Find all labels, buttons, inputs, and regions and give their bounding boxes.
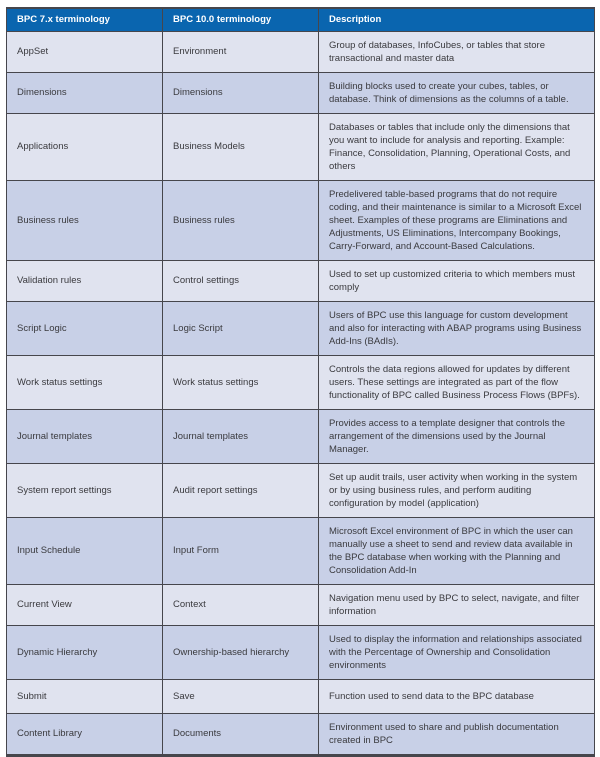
description-cell: Used to display the information and relationships associated with the Percentage of Ownership and Consolidation environments (319, 625, 595, 679)
description-cell: Microsoft Excel environment of BPC in which the user can manually use a sheet to send and review data available in the BPC database when working with the Planning and Consolidation Add-In (319, 517, 595, 584)
bpc7-term-cell: Journal templates (7, 409, 163, 463)
table-head (7, 8, 595, 31)
bpc7-term-cell: Validation rules (7, 260, 163, 301)
description-cell: Environment used to share and publish documentation created in BPC (319, 713, 595, 755)
description-cell: Set up audit trails, user activity when working in the system or by using business rules, and perform auditing configuration by model (application) (319, 463, 595, 517)
bpc7-term-cell: Current View (7, 584, 163, 625)
description-cell: Function used to send data to the BPC database (319, 679, 595, 713)
table-row (7, 463, 595, 517)
bpc7-term-cell: Dynamic Hierarchy (7, 625, 163, 679)
bpc10-term-cell: Save (163, 679, 319, 713)
table-row (7, 301, 595, 355)
table-row (7, 409, 595, 463)
table-row (7, 113, 595, 180)
description-cell: Group of databases, InfoCubes, or tables that store transactional and master data (319, 31, 595, 72)
bpc10-term-cell: Input Form (163, 517, 319, 584)
table-row (7, 72, 595, 113)
description-cell: Navigation menu used by BPC to select, navigate, and filter information (319, 584, 595, 625)
description-cell: Provides access to a template designer that controls the arrangement of the dimensions used by the Journal Manager. (319, 409, 595, 463)
bpc7-term-cell: Applications (7, 113, 163, 180)
bpc10-term-cell: Logic Script (163, 301, 319, 355)
header-bpc10-terminology: BPC 10.0 terminology (163, 8, 319, 31)
table-row (7, 679, 595, 713)
bpc10-term-cell: Ownership-based hierarchy (163, 625, 319, 679)
description-cell: Used to set up customized criteria to which members must comply (319, 260, 595, 301)
bpc7-term-cell: AppSet (7, 31, 163, 72)
bpc7-term-cell: System report settings (7, 463, 163, 517)
bpc7-term-cell: Script Logic (7, 301, 163, 355)
bpc10-term-cell: Work status settings (163, 355, 319, 409)
header-row (7, 8, 595, 31)
bpc7-term-cell: Dimensions (7, 72, 163, 113)
bpc10-term-cell: Business Models (163, 113, 319, 180)
table-body (7, 31, 595, 755)
table-row (7, 584, 595, 625)
description-cell: Users of BPC use this language for custom development and also for interacting with ABAP programs using Business Add-Ins (BAdIs). (319, 301, 595, 355)
bpc10-term-cell: Environment (163, 31, 319, 72)
bpc7-term-cell: Content Library (7, 713, 163, 755)
header-bpc7-terminology: BPC 7.x terminology (7, 8, 163, 31)
table-row (7, 625, 595, 679)
bpc7-term-cell: Work status settings (7, 355, 163, 409)
bpc10-term-cell: Journal templates (163, 409, 319, 463)
bpc10-term-cell: Dimensions (163, 72, 319, 113)
bpc7-term-cell: Submit (7, 679, 163, 713)
bpc7-term-cell: Business rules (7, 180, 163, 260)
bpc7-term-cell: Input Schedule (7, 517, 163, 584)
description-cell: Databases or tables that include only the dimensions that you want to include for analysis and reporting. Example: Finance, Consolidation, Planning, Operational Costs, and others (319, 113, 595, 180)
bpc10-term-cell: Control settings (163, 260, 319, 301)
bpc10-term-cell: Audit report settings (163, 463, 319, 517)
bpc10-term-cell: Context (163, 584, 319, 625)
header-description: Description (319, 8, 595, 31)
terminology-table (6, 7, 595, 757)
table-row (7, 355, 595, 409)
bpc10-term-cell: Business rules (163, 180, 319, 260)
table-row (7, 517, 595, 584)
table-row (7, 180, 595, 260)
bpc10-term-cell: Documents (163, 713, 319, 755)
description-cell: Controls the data regions allowed for updates by different users. These settings are integrated as part of the flow functionality of BPC called Business Process Flows (BPFs). (319, 355, 595, 409)
table-row (7, 260, 595, 301)
description-cell: Predelivered table-based programs that do not require coding, and their maintenance is similar to a Microsoft Excel sheet. Examples of these programs are Eliminations and Adjustments, US Eliminations, Intercompany Bookings, Carry-Forward, and Account-Based Calculations. (319, 180, 595, 260)
description-cell: Building blocks used to create your cubes, tables, or database. Think of dimensions as the columns of a table. (319, 72, 595, 113)
table-row (7, 713, 595, 755)
table-row (7, 31, 595, 72)
